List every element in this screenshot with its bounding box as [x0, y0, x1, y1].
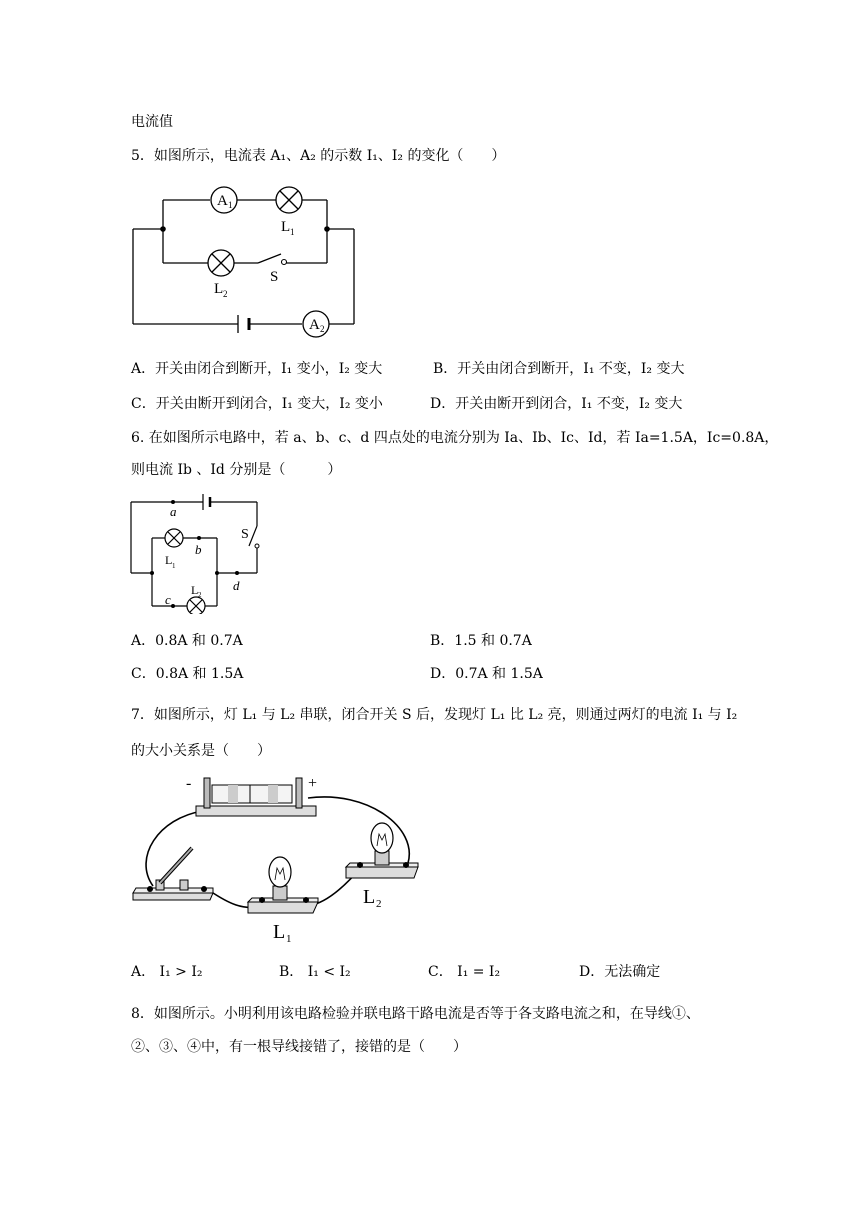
- svg-text:2: 2: [376, 898, 382, 910]
- q7-stem-line1: 7．如图所示，灯 L₁ 与 L₂ 串联，闭合开关 S 后，发现灯 L₁ 比 L₂ 亮，则通过两灯的电流 I₁ 与 I₂: [131, 707, 738, 723]
- q5-ammeter-a2-label: A: [309, 317, 320, 333]
- q5-circuit-diagram: [128, 183, 360, 343]
- q6-point-b-label: b: [195, 542, 202, 557]
- q8-stem-line2: ②、③、④中，有一根导线接错了，接错的是（ ）: [131, 1039, 467, 1055]
- q7-option-a[interactable]: A． I₁ > I₂: [131, 964, 203, 980]
- q7-lamp-l2-label: L: [363, 886, 376, 908]
- q5-switch-label: S: [270, 269, 279, 285]
- svg-text:1: 1: [228, 200, 233, 210]
- q7-lamp-l1-label: L: [273, 921, 286, 943]
- q6-lamp-l2-label: L: [191, 583, 199, 597]
- q6-stem-line2: 则电流 Ib 、Id 分别是（ ）: [131, 462, 342, 478]
- svg-text:1: 1: [172, 562, 176, 570]
- q5-stem: 5．如图所示，电流表 A₁、A₂ 的示数 I₁、I₂ 的变化（ ）: [131, 148, 506, 164]
- svg-text:2: 2: [223, 289, 228, 299]
- q6-option-b[interactable]: B．1.5 和 0.7A: [430, 633, 532, 649]
- q5-option-d[interactable]: D．开关由断开到闭合，I₁ 不变，I₂ 变大: [430, 396, 683, 412]
- q5-lamp-l2-label: L: [214, 281, 224, 297]
- q7-circuit-picture: [128, 768, 433, 948]
- q7-option-b[interactable]: B． I₁ < I₂: [279, 964, 351, 980]
- q6-point-d-label: d: [233, 578, 240, 593]
- svg-text:2: 2: [198, 591, 202, 599]
- q6-stem-line1: 6. 在如图所示电路中，若 a、b、c、d 四点处的电流分别为 Ia、Ib、Ic、Id，若 Ia=1.5A，Ic=0.8A，: [131, 430, 779, 446]
- q6-switch-label: S: [241, 527, 249, 542]
- q6-point-c-label: c: [165, 592, 171, 607]
- svg-text:1: 1: [290, 227, 295, 237]
- q7-battery-minus-label: -: [186, 775, 192, 792]
- q5-option-a[interactable]: A．开关由闭合到断开，I₁ 变小，I₂ 变大: [131, 361, 383, 377]
- q5-lamp-l1-label: L: [281, 219, 291, 235]
- q7-stem-line2: 的大小关系是（ ）: [131, 743, 271, 759]
- q6-lamp-l1-label: L: [165, 553, 173, 567]
- svg-text:1: 1: [286, 933, 292, 945]
- q7-option-d[interactable]: D．无法确定: [579, 964, 661, 980]
- q6-option-a[interactable]: A．0.8A 和 0.7A: [131, 633, 243, 649]
- q5-ammeter-a1-label: A: [217, 193, 228, 209]
- q5-option-c[interactable]: C．开关由断开到闭合，I₁ 变大，I₂ 变小: [131, 396, 383, 412]
- q6-circuit-diagram: [125, 488, 270, 614]
- q7-battery-plus-label: +: [308, 775, 318, 792]
- header-text: 电流值: [131, 114, 173, 130]
- q5-option-b[interactable]: B．开关由闭合到断开，I₁ 不变，I₂ 变大: [433, 361, 685, 377]
- q7-option-c[interactable]: C． I₁ = I₂: [428, 964, 501, 980]
- q8-stem-line1: 8．如图所示。小明利用该电路检验并联电路干路电流是否等于各支路电流之和，在导线①、: [131, 1006, 700, 1022]
- q6-point-a-label: a: [170, 504, 177, 519]
- q6-option-c[interactable]: C．0.8A 和 1.5A: [131, 666, 244, 682]
- svg-text:2: 2: [320, 324, 325, 334]
- q6-option-d[interactable]: D．0.7A 和 1.5A: [430, 666, 543, 682]
